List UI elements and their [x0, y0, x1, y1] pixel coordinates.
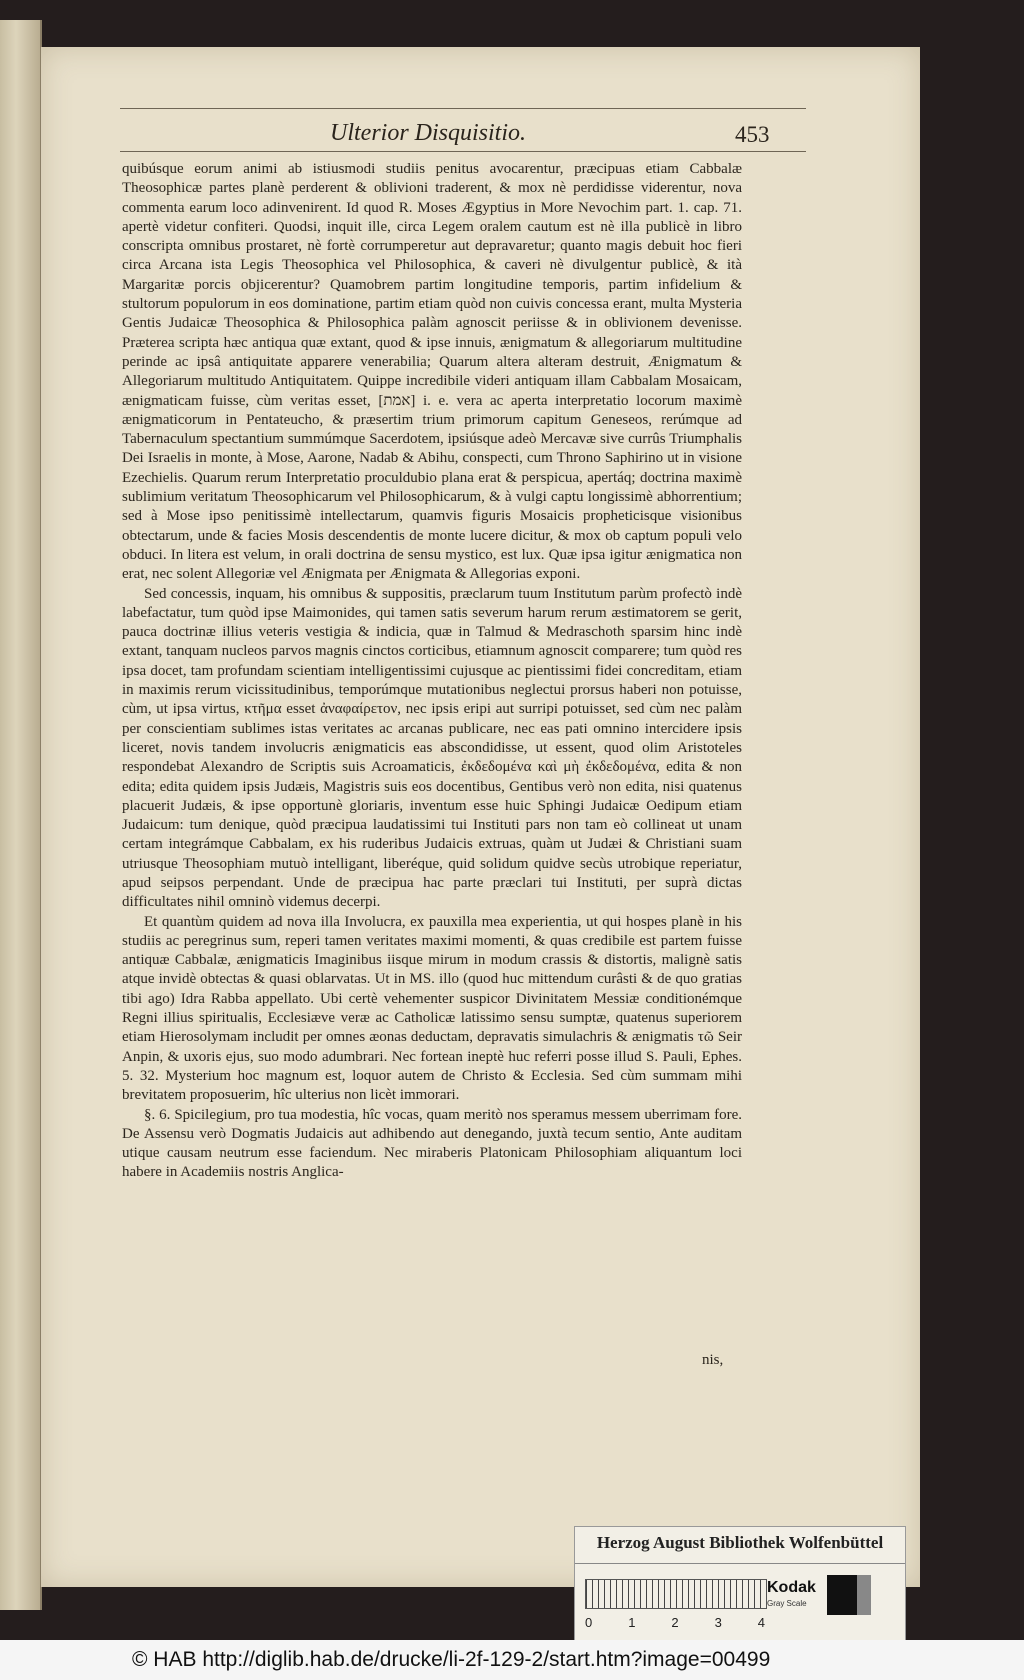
gray-scale-label: Gray Scale [767, 1599, 807, 1608]
paragraph: §. 6. Spicilegium, pro tua modestia, hîc vocas, quam meritò nos speramus messem uberrimam fore. De Assensu verò Dogmatis Judaicis aut adhibendo aut denegando, juxtà tecum sentio, Ante auditam utique causam neutrum esse faciendum. Nec mirаberis Platonicam Philosophiam aliquantum loci habere in Academiis nostris Anglica- [122, 1106, 742, 1181]
library-name: Herzog August Bibliothek Wolfenbüttel [596, 1533, 884, 1552]
scale-number: 4 [757, 1615, 765, 1630]
header-rule-bottom [120, 151, 806, 152]
running-head: Ulterior Disquisitio. [330, 120, 527, 146]
black-swatch [827, 1575, 857, 1615]
paragraph: Sed concessis, inquam, his omnibus & suppositis, præclarum tuum Institutum parùm profectò indè labefactatur, tum quòd ipse Maimonides, qui tamen satis severum harum rerum æstimatorem se gerit, pauca doctrinæ illius veteris vestigia & indicia, quæ in Talmud & Medraschoth sparsim hinc indè extant, tanquam nucleos parvos magnis cinctos corticibus, etiamnum agnoscit comparere; tum quòd res ipsa docet, tam profundam scientiam intelligentissimi cujusque ac pientissimi fidei concreditam, etiam in maximis rerum vicissitudinibus, temporúmque mutationibus neglectui prorsus haberi non potuisse, cùm, ut ipsa virtus, κτῆμα esset ἀναφαίρετον, nec ipsis eripi aut surripi potuisset, sed cùm nec palàm per conscientiam sublimes istas veritates ac arcanas publicare, nec eas pati omnino intercidere ipsis liceret, novis tandem involucris ænigmaticis eas abscondidisse, ut essent, quod olim Aristoteles respondebat Alexandro de Scriptis suis Acroamaticis, ἐκδεδομένα καὶ μὴ ἐκδεδομένα, edita & non edita; edita quidem ipsis Judæis, Magistris suis eos docentibus, Gentibus verò non edita, nisi quatenus placuerit Judæis, & ipse opportunè gloriaris, inventum esse huic Sphingi Judaicæ Oedipum etiam Judaicum: tum denique, quòd præcipua laudatissimi tui Instituti pars non tam eò collineat ut unam certam integrámque Cabbalam, ex his ruderibus Judaicis extruas, quàm ut Judæi & Christiani suam utriusque Theosophiam mutuò intelligant, liberéque, quid solidum quidve secùs utrobique reperiatur, apud seipsos perpendant. Unde de præcipua hac parte præclari tui Instituti, per suprà dictas difficultates nihil omninò videmus decerpi. [122, 585, 742, 911]
paragraph: quibúsque eorum animi ab istiusmodi studiis penitus avocarentur, præcipuas etiam Cabbalæ Theosophicæ partes planè perderent & oblivioni traderent, & mox nè perdidisse viderentur, nova commenta earum loco adinvenirent. Id quod R. Moses Ægyptius in More Nevochim part. 1. cap. 71. apertè videtur confiteri. Quodsi, inquit ille, circa Legem oralem cautum est nè illa publicè in libro conscripta omnibus prostaret, nè fortè corrumperetur aut depravaretur; quanto magis debuit hoc fieri circa Arcana ista Legis Theosophica vel Philosophica, & caveri nè divulgentur publicè, & ità Margaritæ porcis objicerentur? Quamobrem partim longitudine temporis, partim infidelium & stultorum populorum in eos dominatione, partim etiam quòd non cuivis concessa erant, multa Mysteria Gentis Judaicæ Theosophica & Philosophica palàm agnoscit periisse & in oblivionem devenisse. Præterea scripta hæc antiqua quæ extant, quod & ipse innuis, ænigmatum & allegoriarum multitudine perinde ac ipsâ antiquitate apparere venerabilia; Quarum altera alteram destruit, Ænigmatum & Allegoriarum multitudo Antiquitatem. Quippe incredibile videri antiquam illam Cabbalam Mosaicam, ænigmaticam fuisse, cùm veritas esset, [אמת] i. e. vera ac aperta interpretatio locorum maximè ænigmaticorum in Pentateucho, & præsertim trium primorum capitum Geneseos, rerúmque ad Tabernaculum spectantium summúmque Sacerdotem, ipsiúsque adeò Mercavæ sive currûs Triumphalis Dei Israelis in monte, à Mose, Aarone, Nadab & Abihu, conspecti, cum Throno Saphirino ut in visione Ezechielis. Quarum rerum Interpretatio proculdubio plana erat & perspicua, apertáq; doctrina maximè sublimium veritatum Theosophicarum vel Philosophicarum, & à vulgi captu longissimè abhorrentium; sed à Mose ipso penitissimè intellectarum, quamvis figuris Mosaicis propheticisque visionibus obtectarum, unde & facies Mosis descendentis de monte lucere dicitur, & mox ob captum populi velo obduci. In litera est velum, in orali doctrina de sensu mystico, est lux. Quæ ipsa igitur ænigmatica non erat, nec solent Allegoriæ vel Ænigmata per Ænigmata & Allegorias exponi. [122, 161, 742, 583]
measurement-scale [585, 1579, 767, 1609]
catchword: nis, [702, 1352, 724, 1368]
body-text [122, 160, 742, 1183]
scale-number: 0 [585, 1615, 593, 1630]
scale-number: 2 [671, 1615, 679, 1630]
kodak-brand: Kodak [767, 1579, 816, 1596]
library-color-card [574, 1526, 906, 1646]
header-rule [120, 108, 806, 109]
footer-bar [0, 1640, 1024, 1680]
page-number: 453 [735, 122, 770, 147]
scale-number: 1 [628, 1615, 636, 1630]
card-divider [575, 1563, 905, 1564]
scale-number: 3 [714, 1615, 722, 1630]
scale-numbers [585, 1615, 765, 1630]
paragraph: Et quantùm quidem ad nova illa Involucra, ex pauxilla mea experientia, ut qui hospes planè in his studiis ac peregrinus sum, reperi tamen veritates maximi momenti, & quas credibile est partem fuisse antiquæ Cabbalæ, ænigmaticis Imaginibus iisque mirum in modum crassis & distortis, malignè satis atque invidè obtectas & quasi oblarvatas. Ut in MS. illo (quod huc mittendum curâsti & de quo gratias tibi ago) Idra Rabba appellato. Ubi certè vehementer suspicor Divinitatem Messiæ conditionémque Regni illius spiritualis, Ecclesiæve veræ ac Catholicæ latissimo sensu sumptæ, quatenus superiorem etiam Hierosolymam includit per omnes æonas deductam, depravatis simulachris & ænigmatis τῶ Seir Anpin, & uxoris ejus, suo modo adumbrari. Nec fortean ineptè huc referri posse illud S. Pauli, Ephes. 5. 32. Mysterium hoc magnum est, loquor autem de Christo & Ecclesia. Sed cùm summam mihi brevitatem proposuerim, hîc ulterius non licèt immorari. [122, 913, 742, 1104]
copyright-url: © HAB http://diglib.hab.de/drucke/li-2f-129-2/start.htm?image=00499 [132, 1648, 771, 1671]
previous-page-edge [0, 20, 42, 1610]
gray-swatch [857, 1575, 871, 1615]
